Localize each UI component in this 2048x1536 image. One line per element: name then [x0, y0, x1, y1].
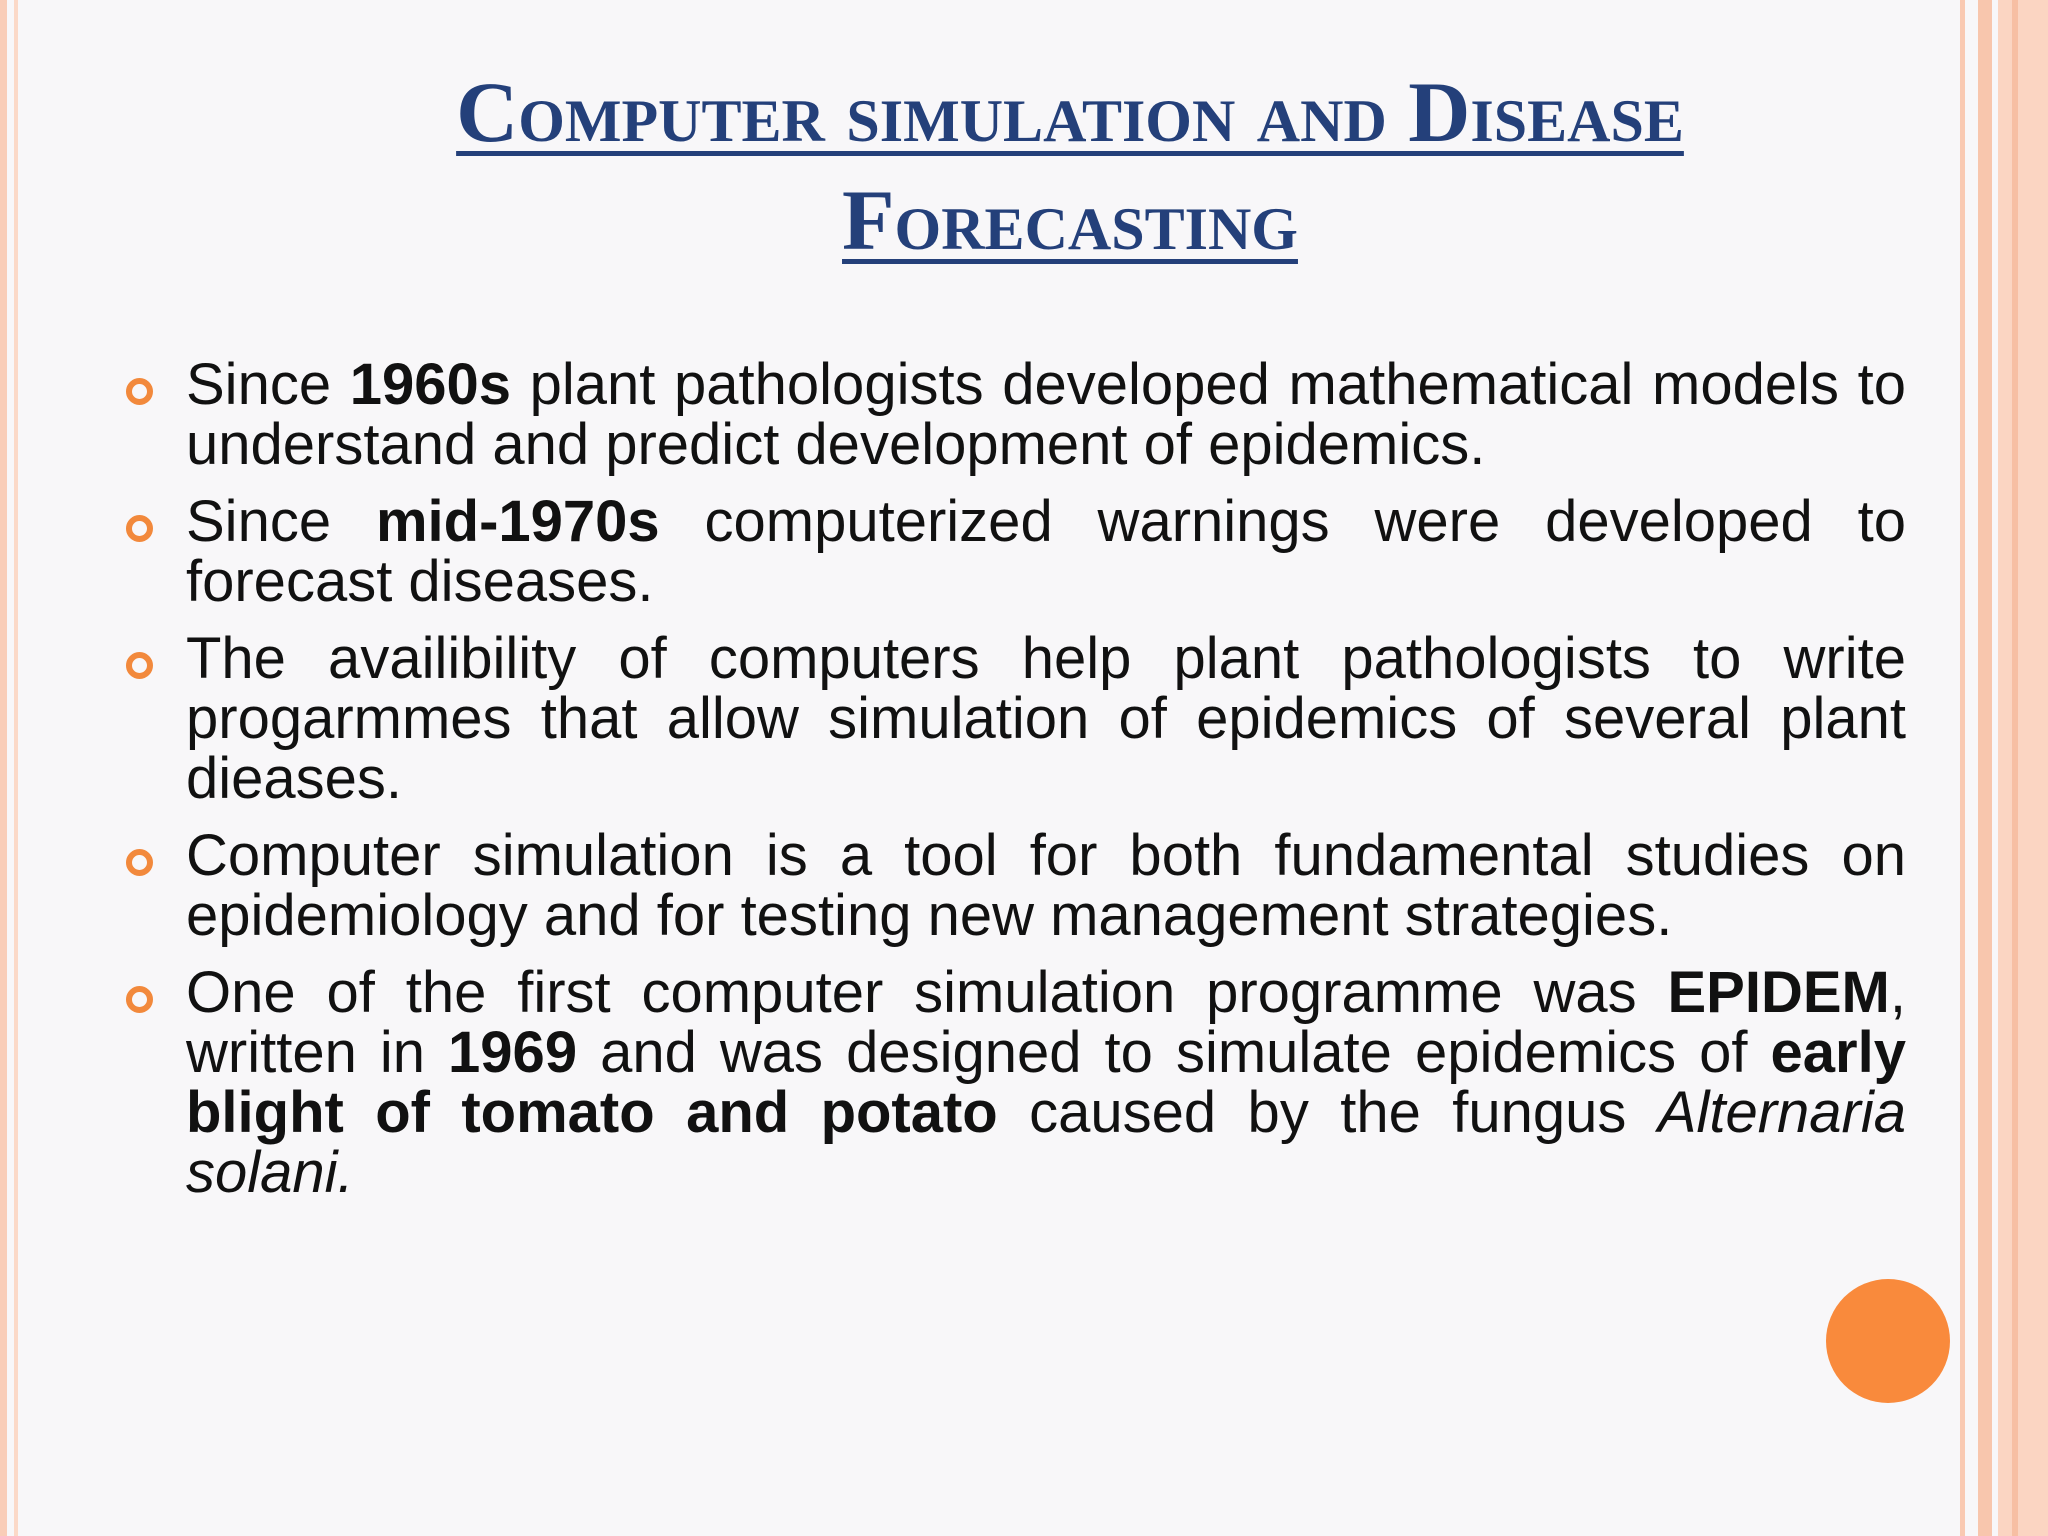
orange-circle-icon [1826, 1279, 1950, 1403]
bullet-bold-text: EPIDEM [1667, 960, 1890, 1025]
hollow-circle-icon [126, 515, 153, 542]
bullet-text: Since [186, 352, 350, 417]
hollow-circle-icon [126, 378, 153, 405]
bullet-text: , written in [186, 960, 1906, 1085]
bullet-item-1960s [126, 352, 1907, 477]
slide-title [320, 58, 1820, 274]
right-border-stripe [1978, 0, 1992, 1536]
bullet-italic-text: Alternaria solani. [186, 1080, 1906, 1205]
left-border-stripe-thin [14, 0, 18, 1536]
hollow-circle-icon [126, 849, 153, 876]
right-border-stripe-thin [1960, 0, 1965, 1536]
bullet-item-mid-1970s [126, 489, 1907, 614]
bullet-item-epidem [126, 960, 1906, 1205]
right-border-line [2012, 0, 2018, 1536]
hollow-circle-icon [126, 652, 153, 679]
bullet-bold-text: 1969 [448, 1020, 578, 1085]
bullet-text: caused by the fungus [997, 1080, 1658, 1145]
bullet-text: The availibility of computers help plant pathologists to write progarmmes that allow simulation of epidemics of several plant dieases. [186, 626, 1906, 811]
bullet-bold-text: early blight of tomato and potato [186, 1020, 1906, 1145]
right-border-band [1998, 0, 2048, 1536]
bullet-text: computerized warnings were developed to forecast diseases. [186, 489, 1907, 614]
bullet-text: Since [186, 489, 376, 554]
bullet-text: One of the first computer simulation programme was [186, 960, 1668, 1025]
title-line-1: Computer simulation and Disease [456, 64, 1684, 160]
bullet-text: Computer simulation is a tool for both fundamental studies on epidemiology and for testing new management strategies. [186, 823, 1906, 948]
bullet-bold-text: 1960s [349, 352, 512, 417]
title-line-2: Forecasting [842, 172, 1298, 268]
bullet-item-tool [126, 823, 1906, 948]
bullet-text: plant pathologists developed mathematical models to understand and predict development of epidemics. [186, 352, 1907, 477]
bullet-list [126, 352, 1907, 1220]
left-border-stripe [0, 0, 7, 1536]
bullet-item-availability [126, 626, 1906, 811]
bullet-bold-text: mid-1970s [375, 489, 660, 554]
bullet-text: and was designed to simulate epidemics of [577, 1020, 1771, 1085]
hollow-circle-icon [126, 986, 153, 1013]
